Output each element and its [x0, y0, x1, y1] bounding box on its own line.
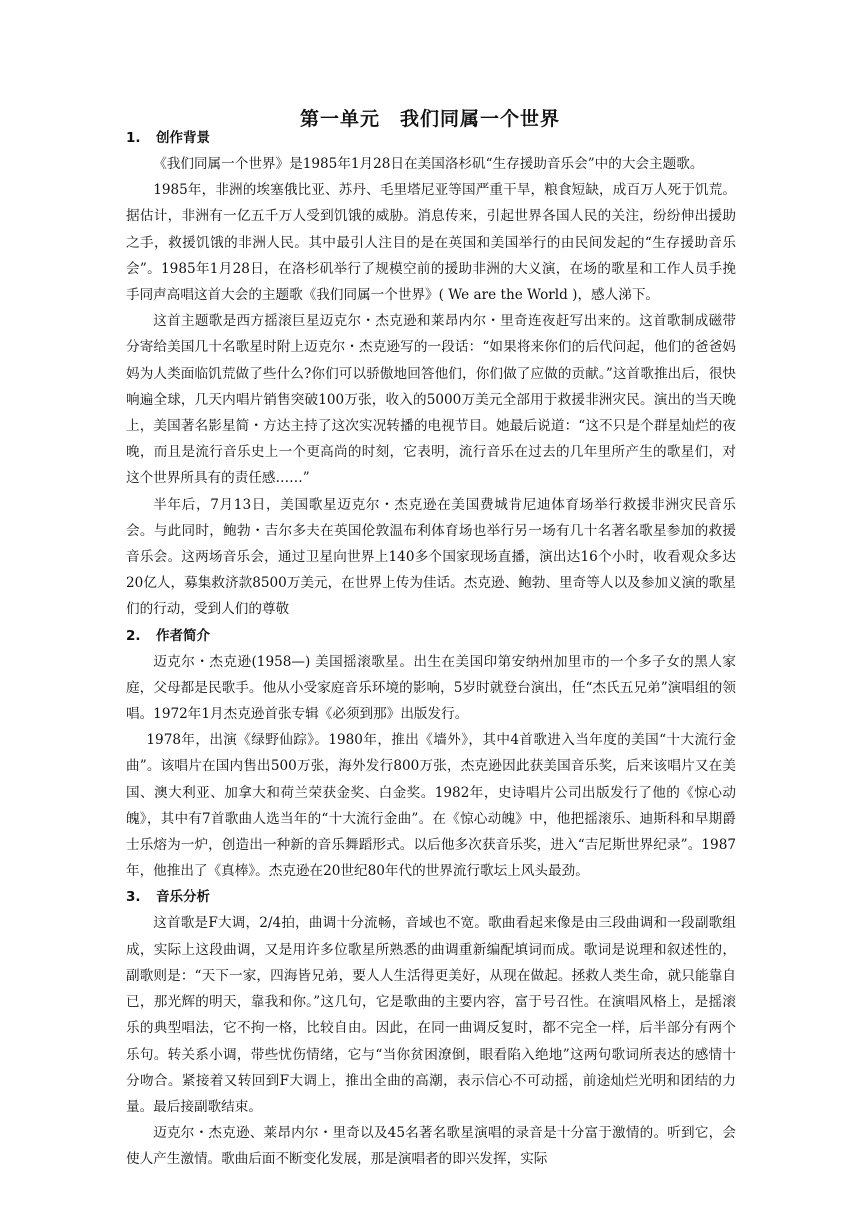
section-title: 作者简介 — [156, 627, 210, 644]
section-number: 3. — [126, 889, 141, 906]
section-heading — [126, 623, 736, 649]
section-title: 音乐分析 — [156, 889, 210, 906]
section-number: 2. — [126, 627, 141, 644]
page-title: 第一单元 我们同属一个世界 — [299, 108, 560, 130]
section-author — [126, 623, 736, 885]
section-heading — [126, 884, 736, 910]
section-title: 创作背景 — [156, 130, 210, 146]
paragraph: 1985年，非洲的埃塞俄比亚、苏丹、毛里塔尼亚等国严重干旱，粮食短缺，成百万人死于饥荒。据估计，非洲有一亿五千万人受到饥饿的威胁。消息传来，引起世界各国人民的关注，纷纷伸出援助之手，救援饥饿的非洲人民。其中最引人注目的是在英国和美国举行的由民间发起的“生存援助音乐会”。1985年1月28日，在洛杉矶举行了规模空前的援助非洲的大义演，在场的歌星和工作人员手挽手同声高唱这首大会的主题歌《我们同属一个世界》( We are the World )，感人涕下。 — [126, 182, 736, 304]
paragraph: 迈克尔・杰克逊(1958—) 美国摇滚歌星。出生在美国印第安纳州加里市的一个多子女的黑人家庭，父母都是民歌手。他从小受家庭音乐环境的影响，5岁时就登台演出，任“杰氏五兄弟”演唱组的领唱。1972年1月杰克逊首张专辑《必须到那》出版发行。 — [126, 653, 736, 723]
section-heading — [126, 125, 736, 151]
paragraph: 1978年，出演《绿野仙踪》。1980年，推出《墙外》，其中4首歌进入当年度的美国“十大流行金曲”。该唱片在国内售出500万张，海外发行800万张，杰克逊因此获美国音乐奖，后来该唱片又在美国、澳大利亚、加拿大和荷兰荣获金奖、白金奖。1982年，史诗唱片公司出版发行了他的《惊心动魄》，其中有7首歌曲人选当年的“十大流行金曲”。在《惊心动魄》中，他把摇滚乐、迪斯科和早期爵士乐熔为一炉，创造出一种新的音乐舞蹈形式。以后他多次获音乐奖，进入“吉尼斯世界纪录”。1987年，他推出了《真棒》。杰克逊在20世纪80年代的世界流行歌坛上风头最劲。 — [126, 732, 736, 880]
section-music-analysis — [126, 884, 736, 1172]
section-background — [126, 125, 736, 623]
paragraph: 这首主题歌是西方摇滚巨星迈克尔・杰克逊和莱昂内尔・里奇连夜赶写出来的。这首歌制成磁带分寄给美国几十名歌星时附上迈克尔・杰克逊写的一段话：“如果将来你们的后代问起，他们的爸爸妈妈为人类面临饥荒做了些什么?你们可以骄傲地回答他们，你们做了应做的贡献。”这首歌推出后，很快响遍全球，几天内唱片销售突破100万张，收入的5000万美元全部用于救援非洲灾民。演出的当天晚上，美国著名影星简・方达主持了这次实况转播的电视节目。她最后说道：“这不只是个群星灿烂的夜晚，而且是流行音乐史上一个更高尚的时刻，它表明，流行音乐在过去的几年里所产生的歌星们，对这个世界所具有的责任感……” — [126, 313, 736, 487]
paragraph: 半年后，7月13日，美国歌星迈克尔・杰克逊在美国费城肯尼迪体育场举行救援非洲灾民音乐会。与此同时，鲍勃・吉尔多夫在英国伦敦温布利体育场也举行另一场有几十名著名歌星参加的救援音乐会。这两场音乐会，通过卫星向世界上140多个国家现场直播，演出达16个小时，收看观众多达20亿人，募集救济款8500万美元，在世界上传为佳话。杰克逊、鲍勃、里奇等人以及参加义演的歌星们的行动，受到人们的尊敬 — [126, 496, 736, 618]
section-number: 1. — [126, 130, 141, 146]
paragraph: 这首歌是F大调，2/4拍，曲调十分流畅，音域也不宽。歌曲看起来像是由三段曲调和一段副歌组成，实际上这段曲调，又是用许多位歌星所熟悉的曲调重新编配填词而成。歌词是说理和叙述性的，副歌则是：“天下一家，四海皆兄弟，要人人生活得更美好，从现在做起。拯救人类生命，就只能靠自已，那光辉的明天，靠我和你。”这几句，它是歌曲的主要内容，富于号召性。在演唱风格上，是摇滚乐的典型唱法，它不拘一格，比较自由。因此，在同一曲调反复时，都不完全一样，后半部分有两个乐句。转关系小调，带些忧伤情绪，它与“当你贫困潦倒，眼看陷入绝地”这两句歌词所表达的感情十分吻合。紧接着又转回到F大调上，推出全曲的高潮，表示信心不可动摇，前途灿烂光明和团结的力量。最后接副歌结束。 — [126, 915, 736, 1115]
paragraph: 迈克尔・杰克逊、莱昂内尔・里奇以及45名著名歌星演唱的录音是十分富于激情的。听到它，会使人产生激情。歌曲后面不断变化发展，那是演唱者的即兴发挥，实际 — [126, 1125, 736, 1168]
paragraph: 《我们同属一个世界》是1985年1月28日在美国洛杉矶“生存援助音乐会”中的大会主题歌。 — [153, 156, 704, 172]
document-body — [126, 125, 736, 1173]
